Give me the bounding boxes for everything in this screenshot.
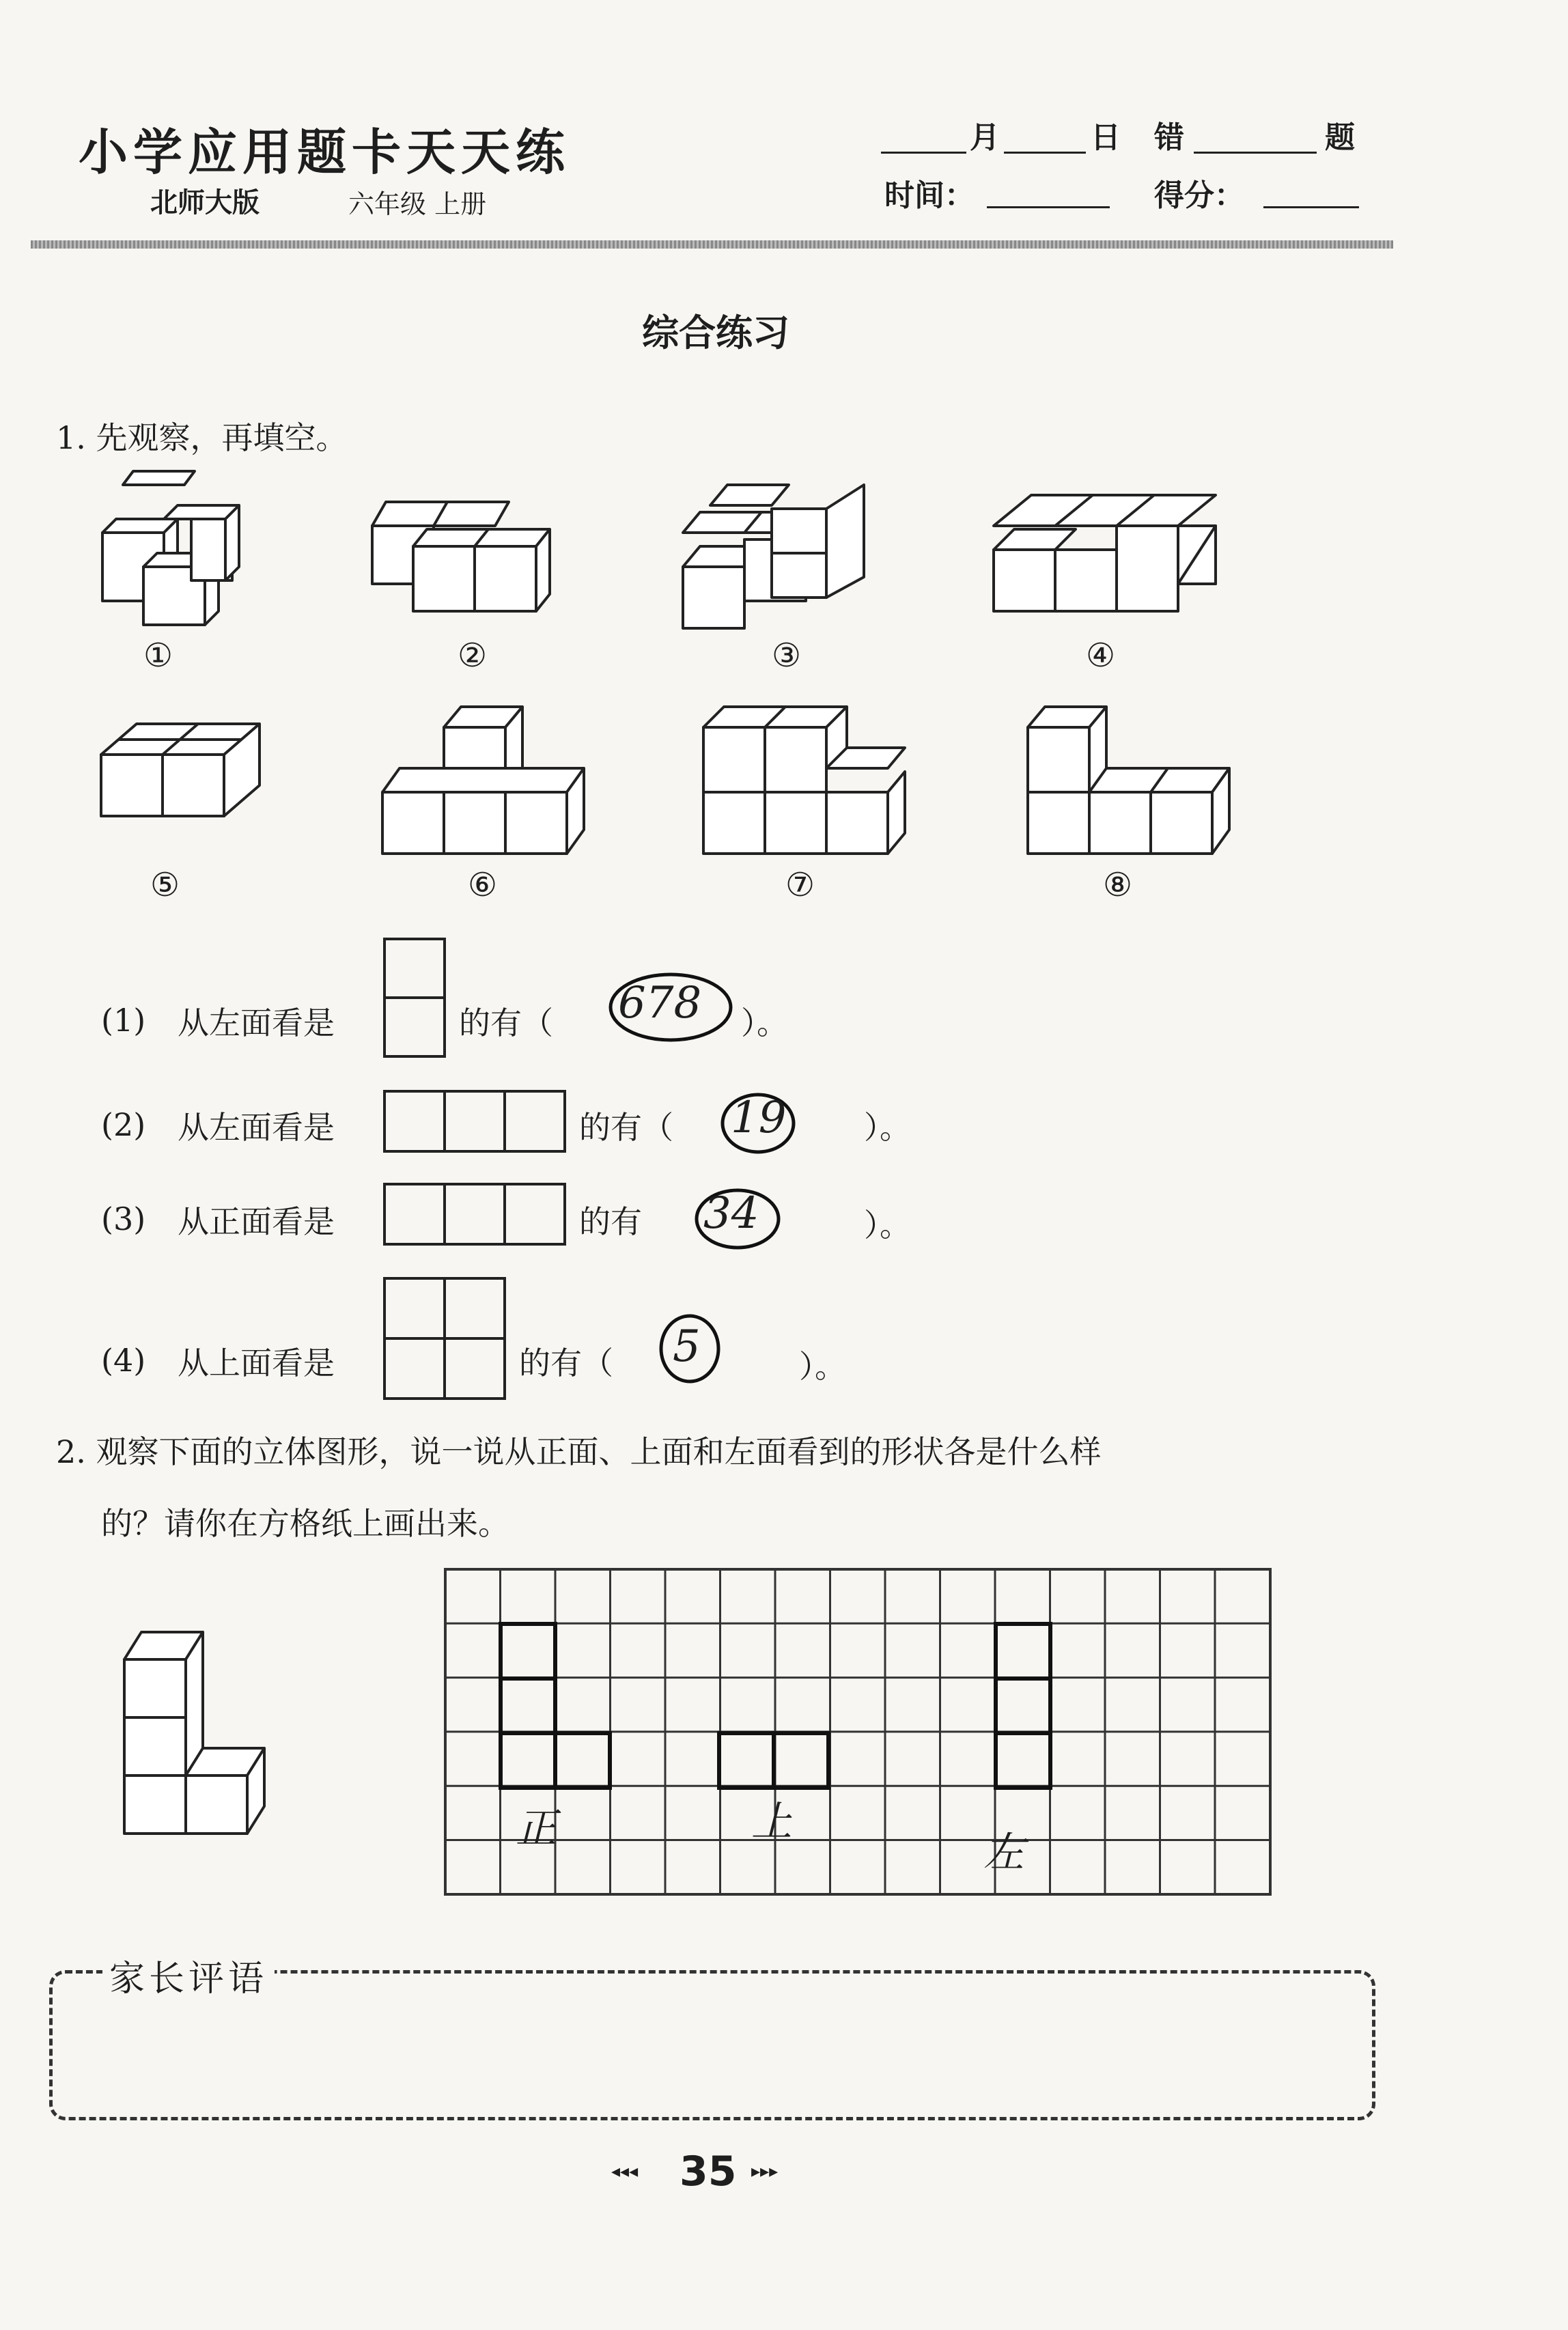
front-view-drawing xyxy=(501,1624,610,1788)
page-arrows-left: ◂◂◂ xyxy=(611,2161,639,2182)
subq-1-answer[interactable]: 678 xyxy=(618,978,702,1028)
view-box-three-wide-2 xyxy=(384,1184,565,1244)
subq-4-text: 从上面看是 xyxy=(178,1345,335,1381)
figure-label-1: ① xyxy=(143,636,173,675)
parent-comment-label: 家长评语 xyxy=(102,1950,275,2001)
solid-figure-8 xyxy=(1028,707,1229,854)
subq-1-text: 从左面看是 xyxy=(178,1005,335,1041)
solid-figure-6 xyxy=(382,707,584,854)
subq-3-tail: 的有 xyxy=(579,1203,642,1240)
subq-3-num: (3) xyxy=(101,1201,146,1237)
subq-4-num: (4) xyxy=(101,1342,146,1379)
subq-2-end: ）。 xyxy=(864,1109,911,1146)
day-label: 日 xyxy=(1091,120,1121,155)
grade-label: 六年级 上册 xyxy=(348,189,487,219)
subq-4-end: ）。 xyxy=(799,1348,846,1385)
figure-label-8: ⑧ xyxy=(1103,866,1133,904)
edition-label: 北师大版 xyxy=(150,187,260,219)
subq-2-text: 从左面看是 xyxy=(178,1109,335,1146)
subq-2-answer[interactable]: 19 xyxy=(731,1093,787,1143)
wrong-label: 错 xyxy=(1154,120,1184,155)
page-number: 35 xyxy=(680,2148,737,2195)
subq-2-tail: 的有（ xyxy=(579,1109,673,1146)
view-box-two-tall xyxy=(384,939,445,1056)
solid-figure-5 xyxy=(101,724,260,816)
subq-3-answer[interactable]: 34 xyxy=(703,1188,759,1239)
series-title: 小学应用题卡天天练 xyxy=(79,123,571,181)
subq-4-tail: 的有（ xyxy=(519,1345,613,1381)
top-view-label: 上 xyxy=(751,1798,792,1846)
figure-label-5: ⑤ xyxy=(150,866,180,904)
subq-2-num: (2) xyxy=(101,1106,146,1143)
solid-figure-4 xyxy=(994,495,1216,611)
figure-label-4: ④ xyxy=(1086,636,1116,675)
figure-label-6: ⑥ xyxy=(468,866,498,904)
view-box-two-by-two xyxy=(384,1278,505,1399)
q2-prompt-line2: 的？请你在方格纸上画出来。 xyxy=(101,1505,509,1542)
solid-figure-7 xyxy=(703,707,905,854)
figure-label-2: ② xyxy=(458,636,488,675)
figure-label-3: ③ xyxy=(772,636,802,675)
page-arrows-right: ▸▸▸ xyxy=(751,2161,779,2182)
left-view-drawing xyxy=(996,1624,1050,1788)
solid-figure-1 xyxy=(102,471,239,625)
front-view-label: 正 xyxy=(516,1805,557,1853)
month-label: 月 xyxy=(970,120,1000,155)
subq-3-text: 从正面看是 xyxy=(178,1203,335,1240)
subq-1-tail: 的有（ xyxy=(459,1005,553,1041)
time-label: 时间： xyxy=(884,178,975,213)
solid-figure-2 xyxy=(372,502,550,611)
top-view-drawing xyxy=(719,1733,828,1788)
section-title: 综合练习 xyxy=(642,311,789,354)
solid-figure-3 xyxy=(683,485,864,628)
subq-4-answer[interactable]: 5 xyxy=(673,1321,701,1372)
figure-label-7: ⑦ xyxy=(785,866,815,904)
q1-prompt: 1. 先观察，再填空。 xyxy=(56,419,348,456)
score-label: 得分： xyxy=(1154,178,1244,213)
question-unit-label: 题 xyxy=(1325,120,1355,155)
left-view-label: 左 xyxy=(983,1829,1024,1877)
view-box-three-wide-1 xyxy=(384,1091,565,1151)
q2-prompt-line1: 2. 观察下面的立体图形，说一说从正面、上面和左面看到的形状各是什么样 xyxy=(56,1433,1102,1470)
q2-solid-figure xyxy=(124,1632,264,1834)
subq-1-num: (1) xyxy=(101,1002,146,1039)
subq-3-end: ）。 xyxy=(864,1207,911,1244)
subq-1-end: ）。 xyxy=(741,1005,788,1041)
